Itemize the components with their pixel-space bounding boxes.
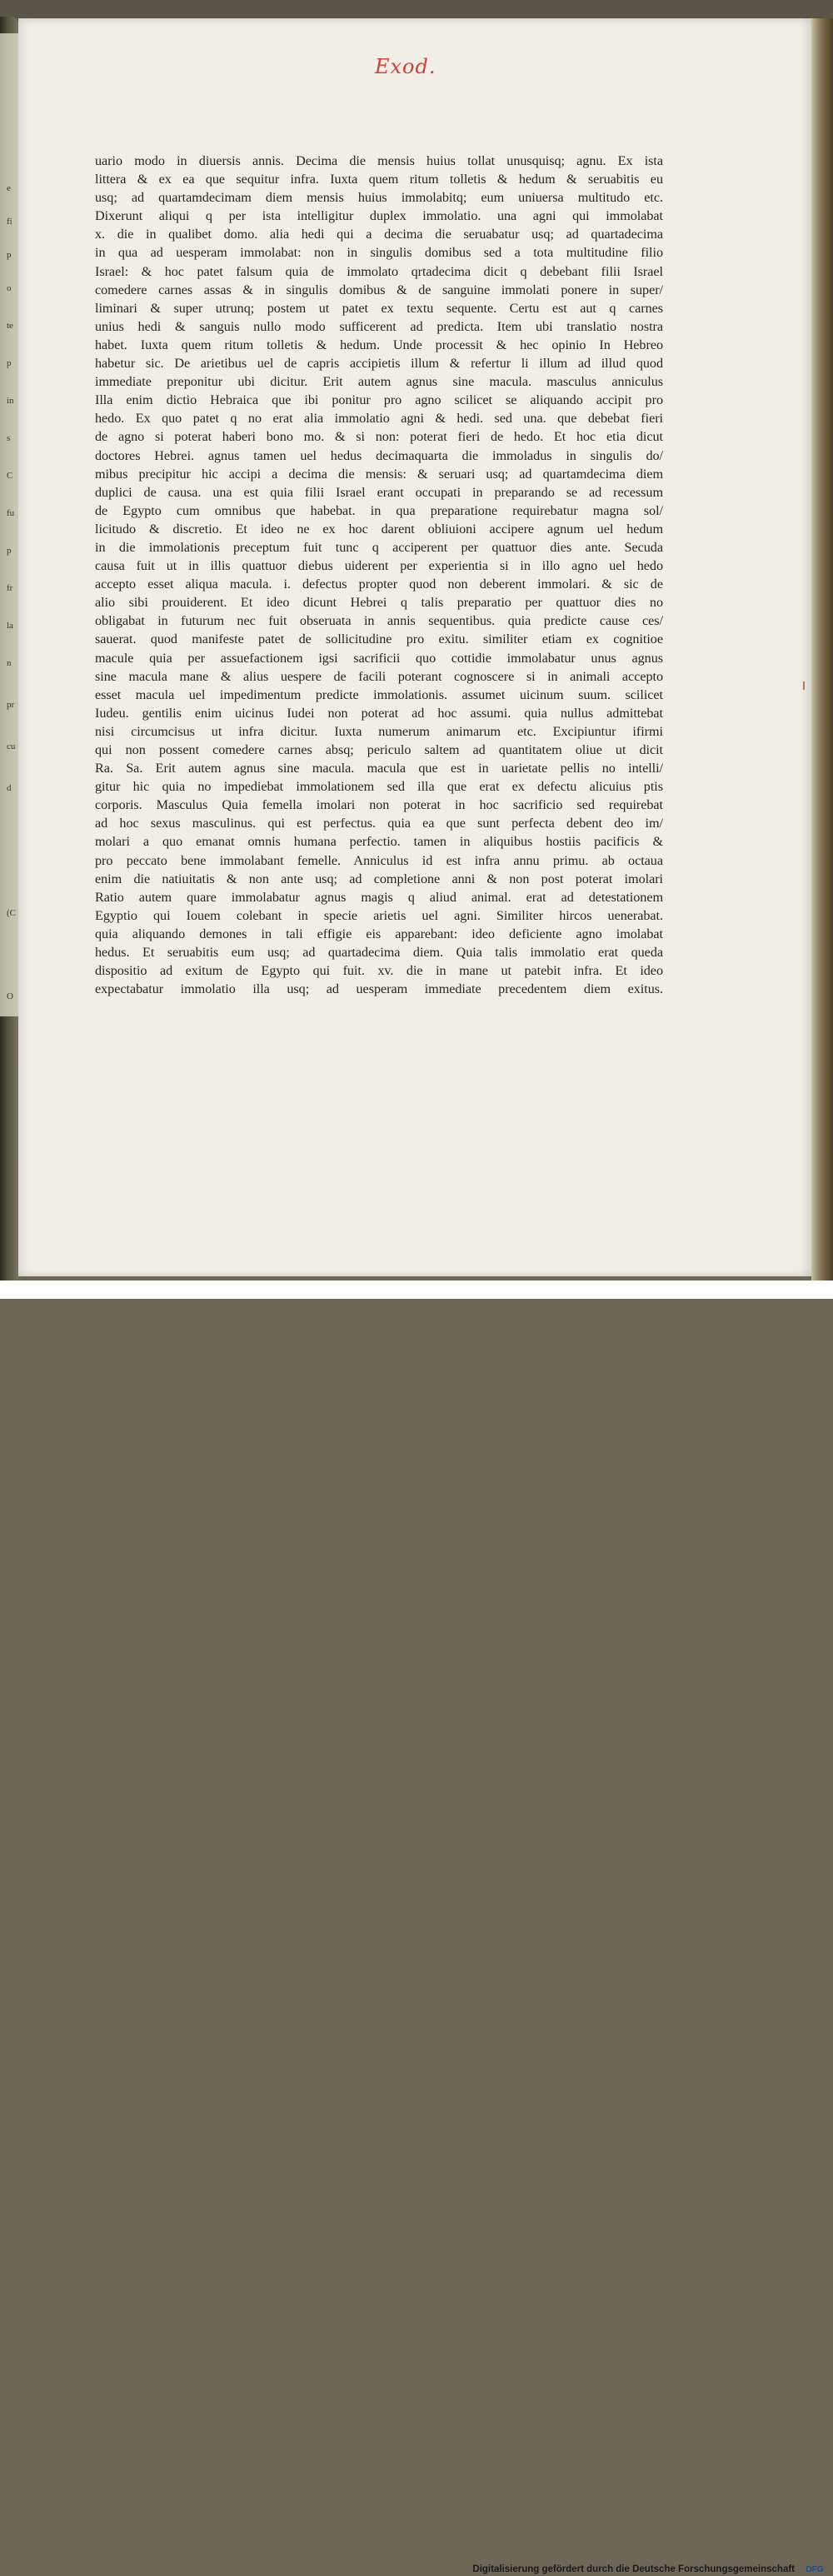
text-line: uario modo in diuersis annis. Decima die mensis huius tollat unusquisq; agnu. Ex ista [95,153,663,168]
facing-page-fragment: fi [7,217,12,227]
text-line: nisi circumcisus ut infra dicitur. Iuxta numerum animarum etc. Excipiuntur ifirmi [95,723,663,739]
text-line: Iudeu. gentilis enim uicinus Iudei non poterat ad hoc assumi. quia nullus admittebat [95,705,663,721]
funding-credit: Digitalisierung gefördert durch die Deutsche Forschungsgemeinschaft [472,2564,795,2574]
text-line: doctores Hebrei. agnus tamen uel hedus decimaquarta die immoladus in singulis do/ [95,447,663,463]
margin-mark [803,681,805,690]
facing-page-fragment: la [7,621,13,631]
text-line: Dixerunt aliqui q per ista intelligitur duplex immolatio. una agni qui immolabat [95,208,663,224]
facing-page-fragment: (C [7,908,16,918]
text-line: hedo. Ex quo patet q no erat alia immolatio agni & hedi. sed una. que debebat fieri [95,411,663,427]
text-line: in qua ad uesperam immolabat: non in singulis domibus sed a tota multitudine filio [95,245,663,261]
text-line: Ratio autem quare immolabatur agnus magis q aliud animal. erat ad detestationem [95,889,663,905]
page-running-head: Exod. [375,55,436,78]
text-line: esset macula uel impedimentum predicte immolationis. assumet uicinum suum. scilicet [95,686,663,702]
facing-page-fragment: n [7,658,12,668]
text-line: duplici de causa. una est quia filii Israel erant occupati in preparando se ad recessum [95,484,663,500]
text-line: enim die natiuitatis & non ante usq; ad completione anni & non post poterat imolari [95,871,663,886]
page-text-block [95,152,663,998]
facing-page-fragment: te [7,321,13,331]
facing-page-fragment: O [7,991,13,1001]
text-line: gitur hic quia no impediebat immolationem sed illa que erat ex defectu alicuius ptis [95,779,663,795]
dfg-logo [801,2564,828,2576]
text-line: ad hoc sexus masculinus. qui est perfectus. quia ea que sunt perfecta debent deo im/ [95,816,663,831]
facing-page-fragment: d [7,783,12,793]
text-line: causa fuit ut in illis quattuor diebus uiderent per experientia si in illo agno uel hedo [95,558,663,574]
text-line: Israel: & hoc patet falsum quia de immolato qrtadecima dicit q debebant filii Israel [95,263,663,279]
text-line: x. die in qualibet domo. alia hedi qui a decima die seruabatur usq; ad quartadecima [95,227,663,242]
text-line: sauerat. quod manifeste patet de sollicitudine pro exitu. similiter etiam ex cognitioe [95,632,663,647]
text-line: qui non possent comedere carnes absq; periculo saltem ad quantitatem oliue ut dicit [95,742,663,757]
text-line: hedus. Et seruabitis eum usq; ad quartadecima diem. Quia talis immolatio erat queda [95,945,663,961]
text-line: Illa enim dictio Hebraica que ibi ponitur pro agno scilicet se aliquando accipit pro [95,392,663,408]
dfg-logo-text: DFG [806,2565,824,2574]
text-line: Ra. Sa. Erit autem agnus sine macula. macula que est in uarietate pellis no intelli/ [95,761,663,776]
facing-page-fragment: C [7,471,13,481]
facing-page-fragment: cu [7,741,16,751]
text-line: mibus precipitur hic accipi a decima die mensis: & seruari usq; ad quartamdecima diem [95,466,663,482]
facing-page-fragment: pr [7,700,15,710]
text-line: Egyptio qui Iouem colebant in specie arietis uel agni. Similiter hircos uenerabat. [95,907,663,923]
text-line: molari a quo emanat omnis humana perfectio. tamen in aliquibus hostiis pacificis & [95,834,663,850]
text-line: corporis. Masculus Quia femella imolari non poterat in hoc sacrificio sed requirebat [95,797,663,813]
text-line: liminari & super utrunq; postem ut patet ex textu sequente. Certu est aut q carnes [95,300,663,316]
text-line: habetur sic. De arietibus uel de capris accipietis illum & refertur li illum ad illud quod [95,356,663,372]
text-line: habet. Iuxta quem ritum tolletis & hedum. Unde processit & hec opinio In Hebreo [95,337,663,352]
text-line: immediate preponitur ubi dicitur. Erit autem agnus sine macula. masculus anniculus [95,374,663,390]
facing-page-fragment: fu [7,508,15,518]
text-line: de Egypto cum omnibus que habebat. in qua preparatione requirebatur magna sol/ [95,502,663,518]
facing-page-fragment: p [7,546,12,556]
text-line: alio sibi prouiderent. Et ideo dicunt Hebrei q talis preparatio per quattuor dies no [95,595,663,611]
text-line: comedere carnes assas & in singulis domibus & de sanguine immolati ponere in super/ [95,282,663,297]
facing-page-fragment: o [7,283,12,293]
text-line: dispositio ad exitum de Egypto qui fuit. xv. die in mane ut patebit infra. Et ideo [95,963,663,979]
facing-page-fragment: p [7,358,12,368]
facing-page-fragment: s [7,433,11,443]
text-line: usq; ad quartamdecimam diem mensis huius immolabitq; eum uniuersa multitudo etc. [95,190,663,206]
text-line: quia aliquando demones in tali effigie eis apparebant: ideo deficiente agno imolabat [95,926,663,941]
text-line: unius hedi & sanguis nullo modo sufficerent ad predicta. Item ubi translatio nostra [95,318,663,334]
text-line: expectabatur immolatio illa usq; ad uesperam immediate precedentem diem exitus. [95,981,663,997]
text-line: de agno si poterat haberi bono mo. & si non: poterat fieri de hedo. Et hoc etia dicut [95,429,663,445]
footer-bar [0,1281,833,2574]
text-line: accepto esset aliqua macula. i. defectus propter quod non deberent immolari. & sic de [95,577,663,592]
facing-page-fragment: p [7,250,12,260]
page-stack-edge [811,18,833,1281]
facing-page-fragment: e [7,183,11,193]
text-line: sine macula mane & alius uespere de facili poterant cognoscere si in animali accepto [95,668,663,684]
text-line: pro peccato bene immolabant femelle. Anniculus id est infra annu primu. ab octaua [95,852,663,868]
text-line: obligabat in futurum nec fuit obseruata in annis sequentibus. quia predicte cause ces/ [95,613,663,629]
facing-page-fragment: in [7,396,14,406]
text-line: macule quia per assuefactionem igsi sacrificii quo cottidie immolabatur unus agnus [95,650,663,666]
text-line: in die immolationis preceptum fuit tunc q acciperent per quattuor dies ante. Secuda [95,539,663,555]
text-line: littera & ex ea que sequitur infra. Iuxta quem ritum tolletis & hedum & seruabitis eu [95,172,663,187]
facing-page-fragment: fr [7,583,13,593]
book-page [18,18,811,1276]
text-line: licitudo & discretio. Et ideo ne ex hoc darent obliuioni accipere agnum uel hedum [95,521,663,537]
